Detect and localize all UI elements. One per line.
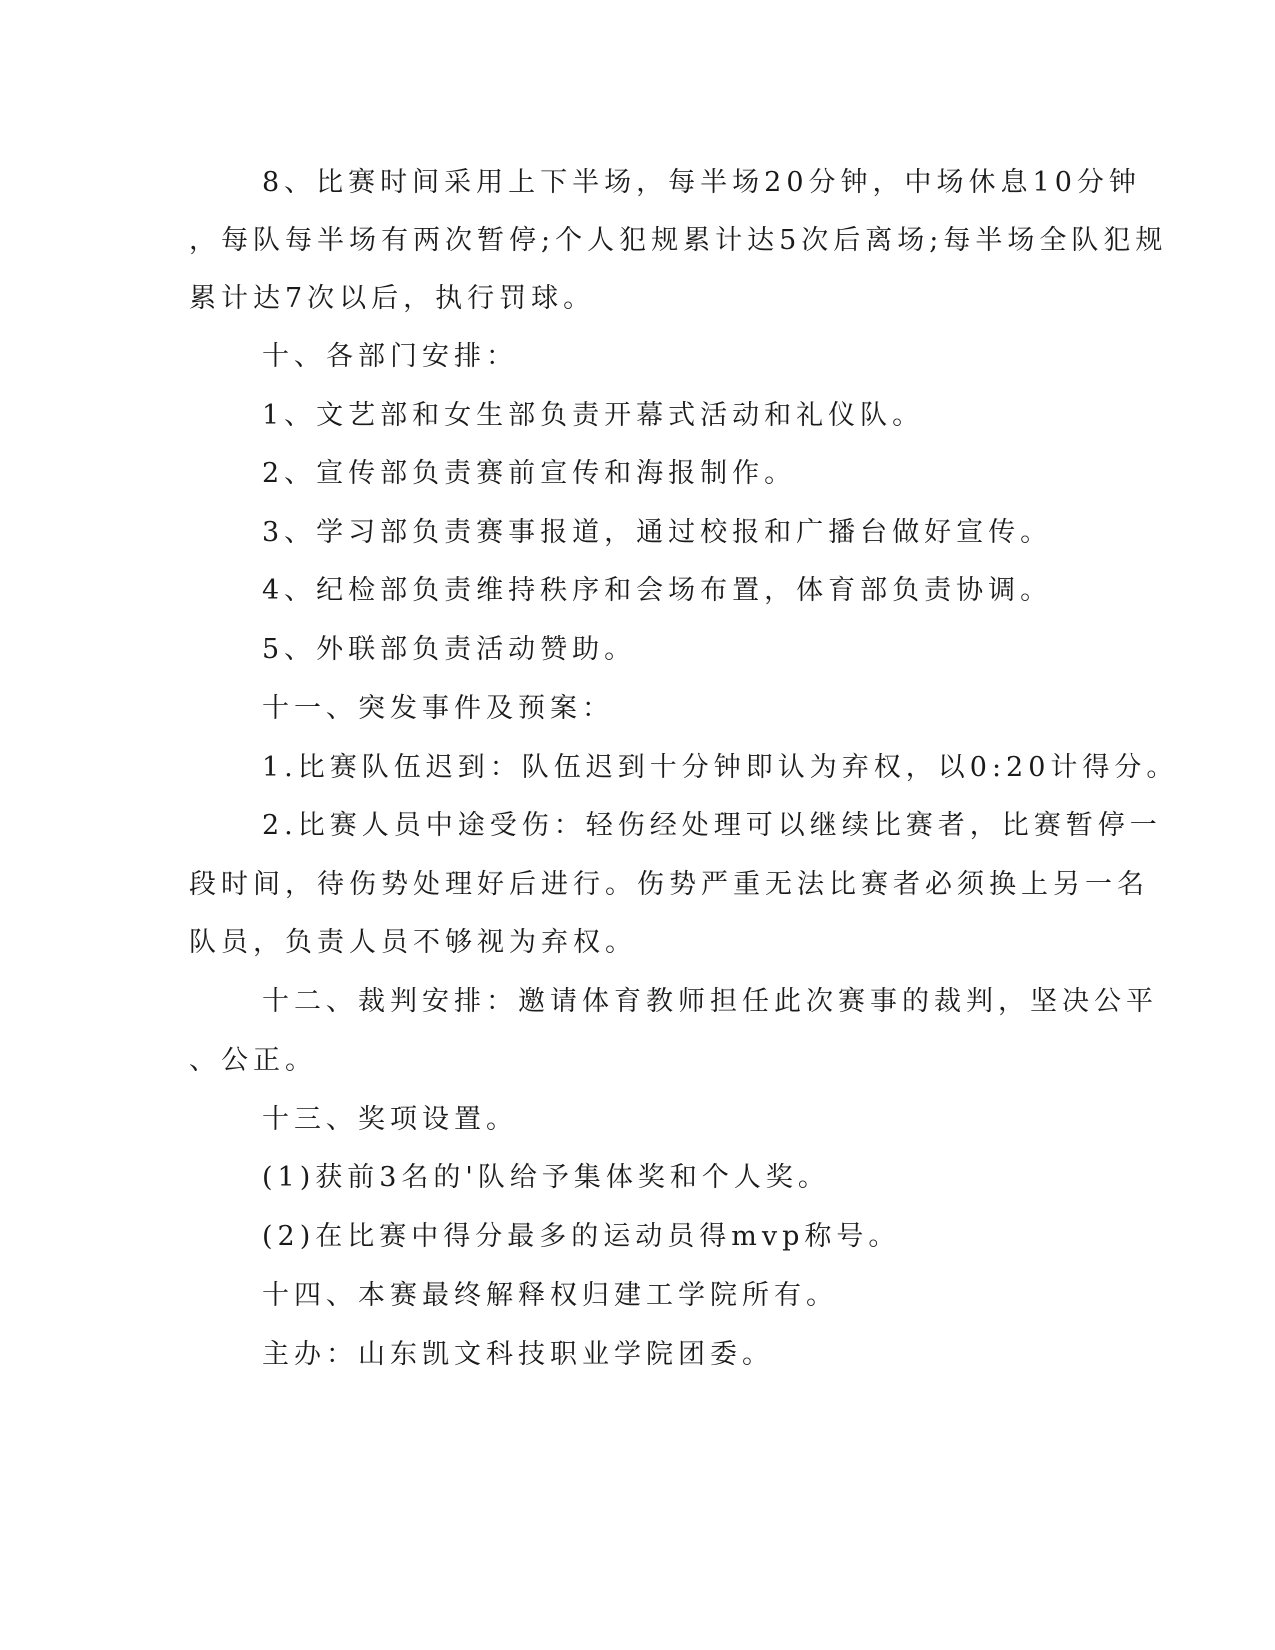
list-item-dept-2: 2、宣传部负责赛前宣传和海报制作。 (262, 458, 797, 489)
award-item-2: (2)在比赛中得分最多的运动员得mvp称号。 (262, 1221, 901, 1252)
section-12-line-2: 、公正。 (189, 1045, 317, 1076)
section-heading-10: 十、各部门安排： (262, 341, 518, 372)
emergency-item-2-line-2: 段时间，待伤势处理好后进行。伤势严重无法比赛者必须换上另一名 (189, 869, 1149, 900)
emergency-item-1: 1.比赛队伍迟到：队伍迟到十分钟即认为弃权，以0:20计得分。 (262, 752, 1179, 783)
paragraph-rule-8-line-2: ，每队每半场有两次暂停;个人犯规累计达5次后离场;每半场全队犯规 (189, 225, 1168, 256)
emergency-item-2-line-3: 队员，负责人员不够视为弃权。 (189, 927, 637, 958)
section-14: 十四、本赛最终解释权归建工学院所有。 (262, 1280, 838, 1311)
list-item-dept-4: 4、纪检部负责维持秩序和会场布置，体育部负责协调。 (262, 575, 1053, 606)
list-item-dept-3: 3、学习部负责赛事报道，通过校报和广播台做好宣传。 (262, 517, 1053, 548)
paragraph-rule-8-line-3: 累计达7次以后，执行罚球。 (189, 283, 596, 314)
paragraph-rule-8-line-1: 8、比赛时间采用上下半场，每半场20分钟，中场休息10分钟 (262, 167, 1141, 198)
emergency-item-2-line-1: 2.比赛人员中途受伤：轻伤经处理可以继续比赛者，比赛暂停一 (262, 810, 1162, 841)
organizer-line: 主办：山东凯文科技职业学院团委。 (262, 1339, 774, 1370)
list-item-dept-5: 5、外联部负责活动赞助。 (262, 634, 637, 665)
section-heading-13: 十三、奖项设置。 (262, 1104, 518, 1135)
section-12-line-1: 十二、裁判安排：邀请体育教师担任此次赛事的裁判，坚决公平 (262, 986, 1158, 1017)
award-item-1: (1)获前3名的'队给予集体奖和个人奖。 (262, 1162, 830, 1193)
section-heading-11: 十一、突发事件及预案： (262, 693, 614, 724)
list-item-dept-1: 1、文艺部和女生部负责开幕式活动和礼仪队。 (262, 400, 925, 431)
